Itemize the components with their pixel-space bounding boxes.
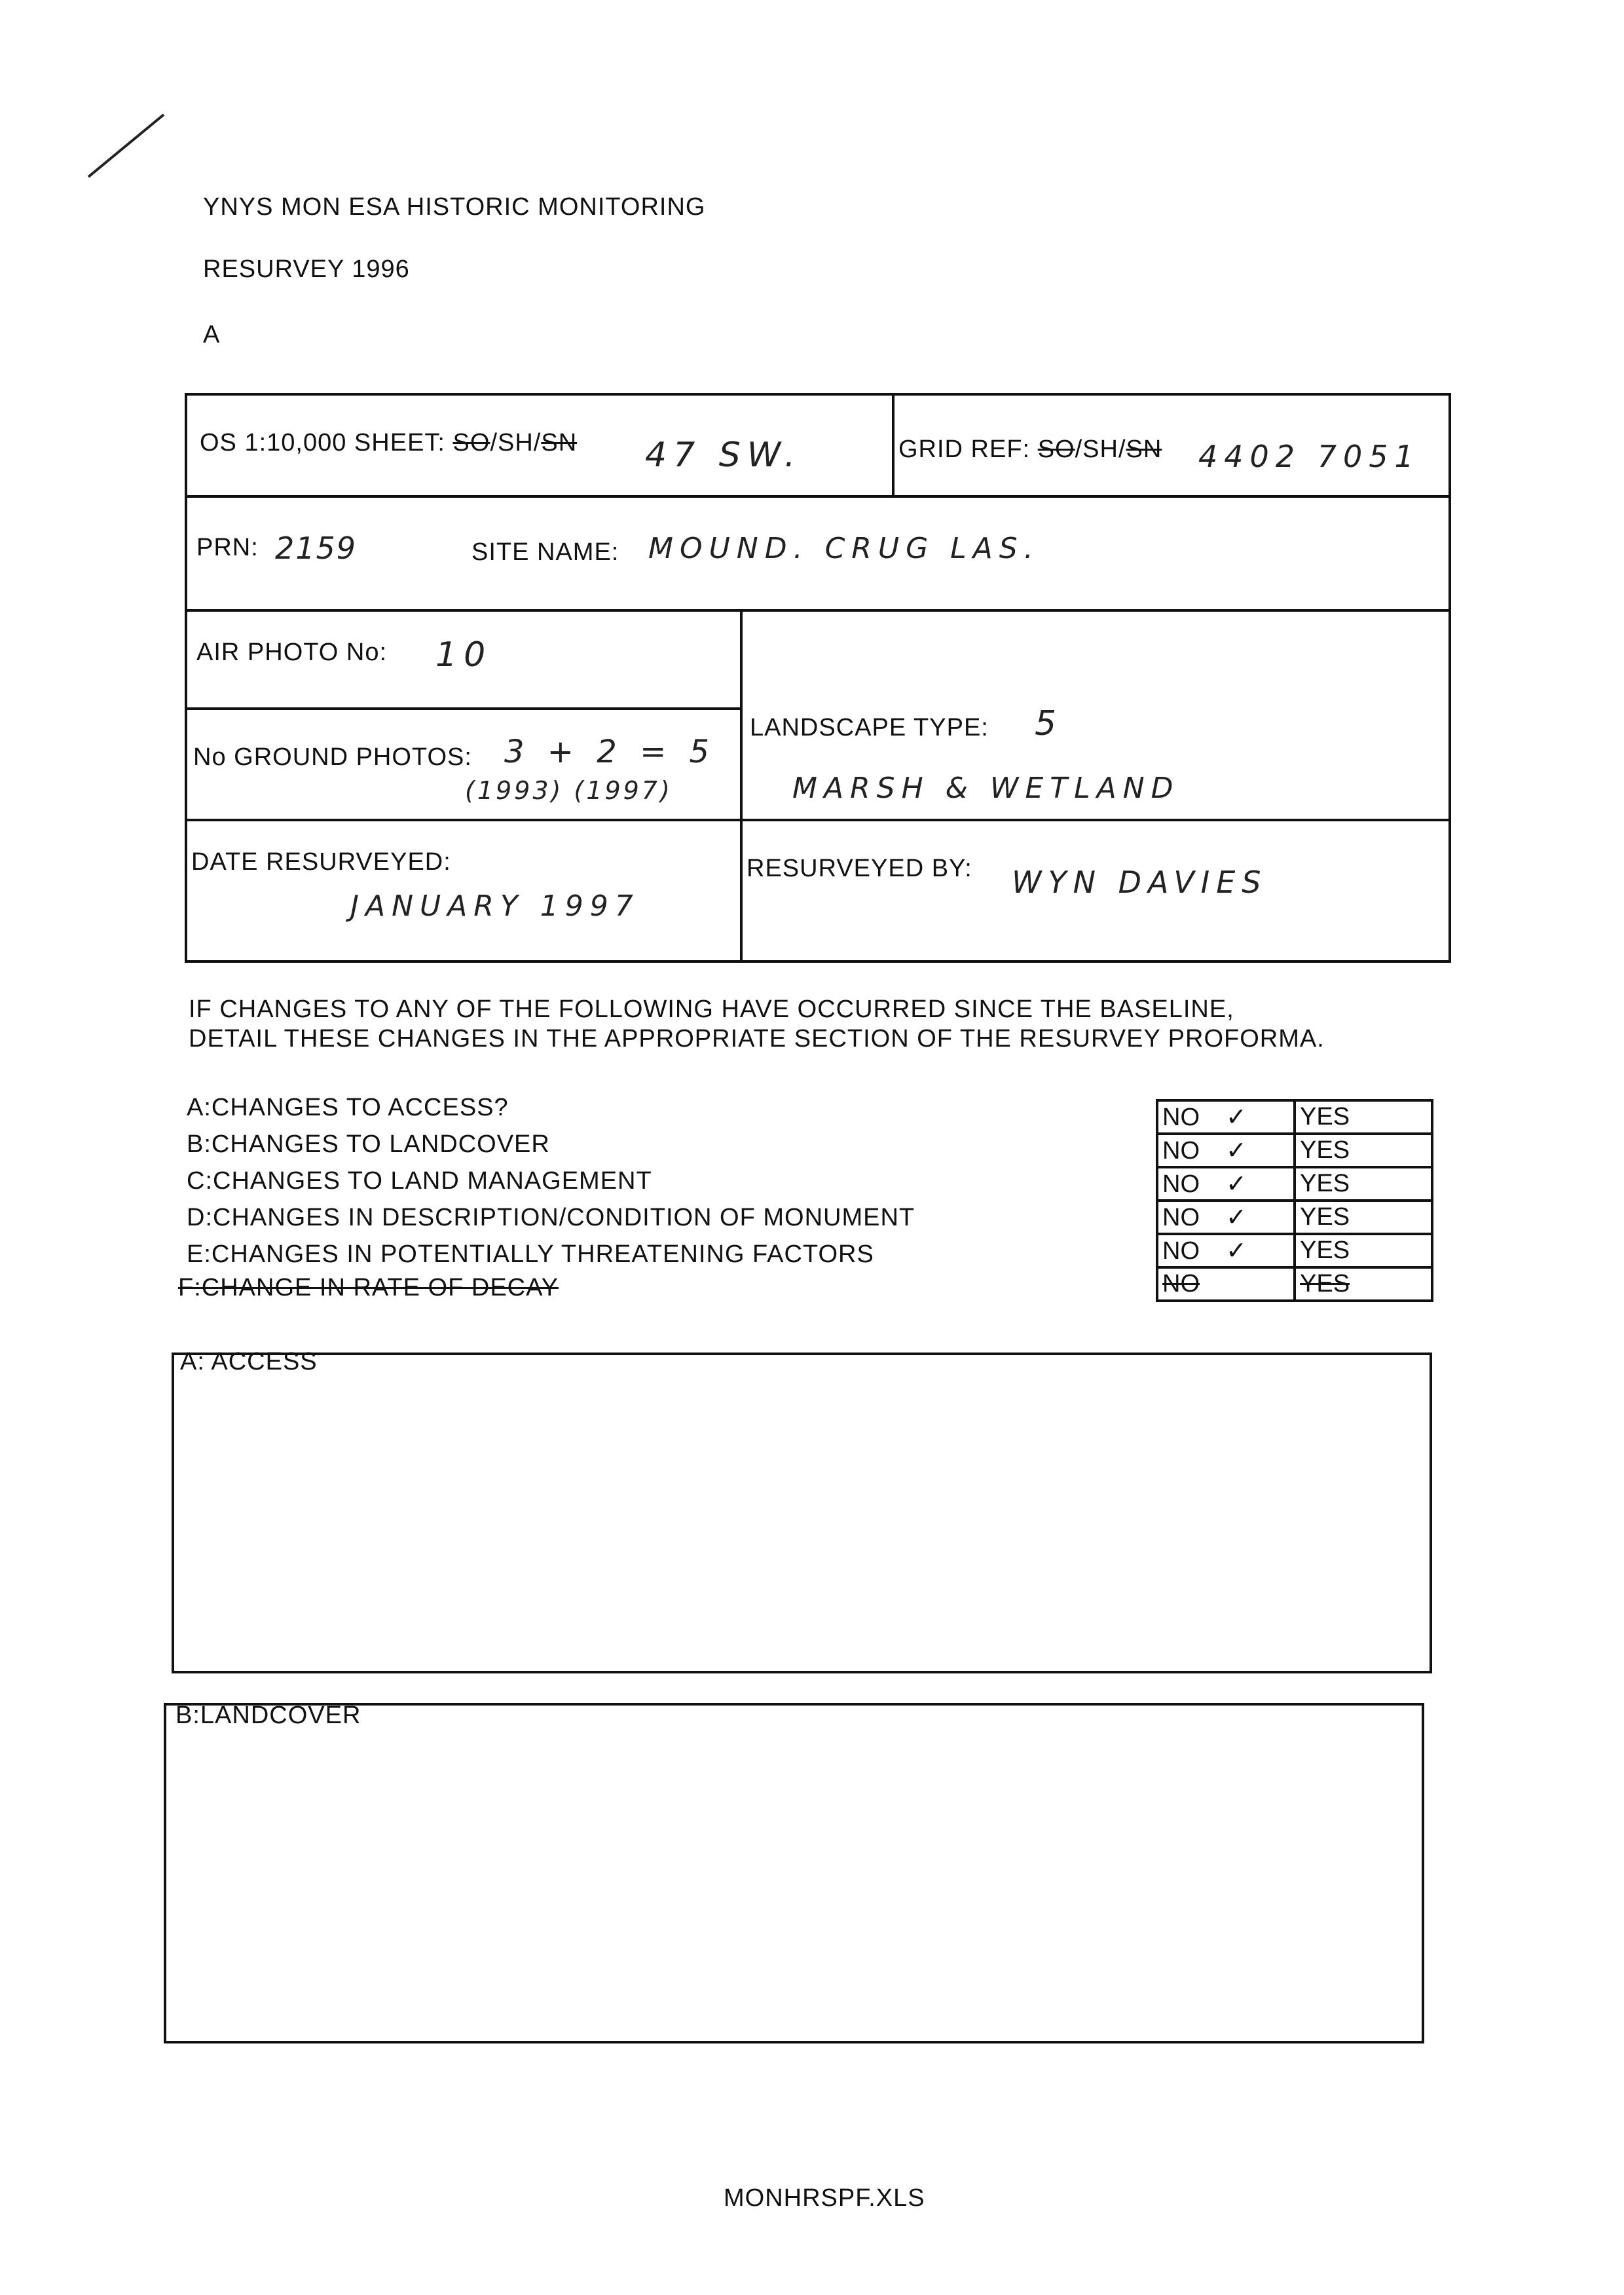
instruction-line-1: IF CHANGES TO ANY OF THE FOLLOWING HAVE OCCURRED SINCE THE BASELINE, xyxy=(189,996,1234,1023)
change-label-b: B:CHANGES TO LANDCOVER xyxy=(187,1130,550,1158)
changes-yes-no-grid xyxy=(1156,1099,1433,1302)
landscape-type-desc[interactable]: MARSH & WETLAND xyxy=(792,772,1180,805)
no-cell-e[interactable]: NO ✓ xyxy=(1157,1234,1295,1267)
landscape-type-value[interactable]: 5 xyxy=(1035,704,1063,743)
change-label-a: A:CHANGES TO ACCESS? xyxy=(187,1094,509,1121)
os-sheet-label: OS 1:10,000 SHEET: SO/SH/SN xyxy=(200,429,578,457)
no-cell-d[interactable]: NO ✓ xyxy=(1157,1201,1295,1234)
grid-ref-label: GRID REF: SO/SH/SN xyxy=(898,436,1162,463)
form-letter: A xyxy=(203,321,221,348)
table-row xyxy=(1157,1167,1432,1201)
ground-photos-label: No GROUND PHOTOS: xyxy=(193,743,472,771)
table-row xyxy=(1157,1234,1432,1267)
grid-ref-value[interactable]: 4402 7051 xyxy=(1198,439,1420,474)
checkmark-icon: ✓ xyxy=(1226,1236,1247,1265)
checkmark-icon: ✓ xyxy=(1226,1102,1247,1131)
prn-value[interactable]: 2159 xyxy=(275,531,358,566)
no-cell-f: NO xyxy=(1157,1267,1295,1301)
change-label-e: E:CHANGES IN POTENTIALLY THREATENING FACTORS xyxy=(187,1241,874,1268)
yes-cell-c[interactable]: YES xyxy=(1295,1167,1432,1201)
air-photo-label: AIR PHOTO No: xyxy=(196,639,388,666)
table-row xyxy=(1157,1134,1432,1167)
document-title: YNYS MON ESA HISTORIC MONITORING xyxy=(203,193,706,221)
checkmark-icon: ✓ xyxy=(1226,1136,1247,1165)
date-resurveyed-label: DATE RESURVEYED: xyxy=(191,848,451,876)
yes-cell-f: YES xyxy=(1295,1267,1432,1301)
table-row xyxy=(1157,1267,1432,1301)
table-row xyxy=(1157,1100,1432,1134)
checkmark-icon: ✓ xyxy=(1226,1203,1247,1231)
no-cell-a[interactable]: NO ✓ xyxy=(1157,1100,1295,1134)
site-name-label: SITE NAME: xyxy=(471,538,619,566)
site-name-value[interactable]: MOUND. CRUG LAS. xyxy=(648,532,1040,565)
yes-cell-d[interactable]: YES xyxy=(1295,1201,1432,1234)
table-row xyxy=(1157,1201,1432,1234)
prn-label: PRN: xyxy=(196,534,259,561)
no-cell-b[interactable]: NO ✓ xyxy=(1157,1134,1295,1167)
ground-photos-value[interactable]: 3 + 2 = 5 xyxy=(504,734,716,770)
no-cell-c[interactable]: NO ✓ xyxy=(1157,1167,1295,1201)
yes-cell-b[interactable]: YES xyxy=(1295,1134,1432,1167)
air-photo-value[interactable]: 10 xyxy=(435,635,492,675)
pen-mark xyxy=(85,111,177,183)
checkmark-icon: ✓ xyxy=(1226,1169,1247,1198)
resurveyed-by-value[interactable]: WYN DAVIES xyxy=(1012,865,1268,900)
survey-year: RESURVEY 1996 xyxy=(203,255,410,283)
landcover-section-box[interactable] xyxy=(164,1703,1424,2043)
instruction-line-2: DETAIL THESE CHANGES IN THE APPROPRIATE SECTION OF THE RESURVEY PROFORMA. xyxy=(189,1025,1325,1053)
os-sheet-value[interactable]: 47 SW. xyxy=(645,436,802,475)
change-label-d: D:CHANGES IN DESCRIPTION/CONDITION OF MONUMENT xyxy=(187,1204,915,1231)
access-section-box[interactable] xyxy=(172,1353,1432,1673)
access-section-label: A: ACCESS xyxy=(180,1348,318,1375)
change-label-c: C:CHANGES TO LAND MANAGEMENT xyxy=(187,1167,652,1195)
change-label-f: F:CHANGE IN RATE OF DECAY xyxy=(178,1274,559,1301)
footer-filename: MONHRSPF.XLS xyxy=(724,2184,925,2212)
date-resurveyed-value[interactable]: JANUARY 1997 xyxy=(350,889,640,923)
landscape-type-label: LANDSCAPE TYPE: xyxy=(750,714,989,741)
yes-cell-a[interactable]: YES xyxy=(1295,1100,1432,1134)
landcover-section-label: B:LANDCOVER xyxy=(175,1702,361,1729)
ground-photos-years[interactable]: (1993) (1997) xyxy=(465,776,673,805)
yes-cell-e[interactable]: YES xyxy=(1295,1234,1432,1267)
resurveyed-by-label: RESURVEYED BY: xyxy=(747,855,972,882)
